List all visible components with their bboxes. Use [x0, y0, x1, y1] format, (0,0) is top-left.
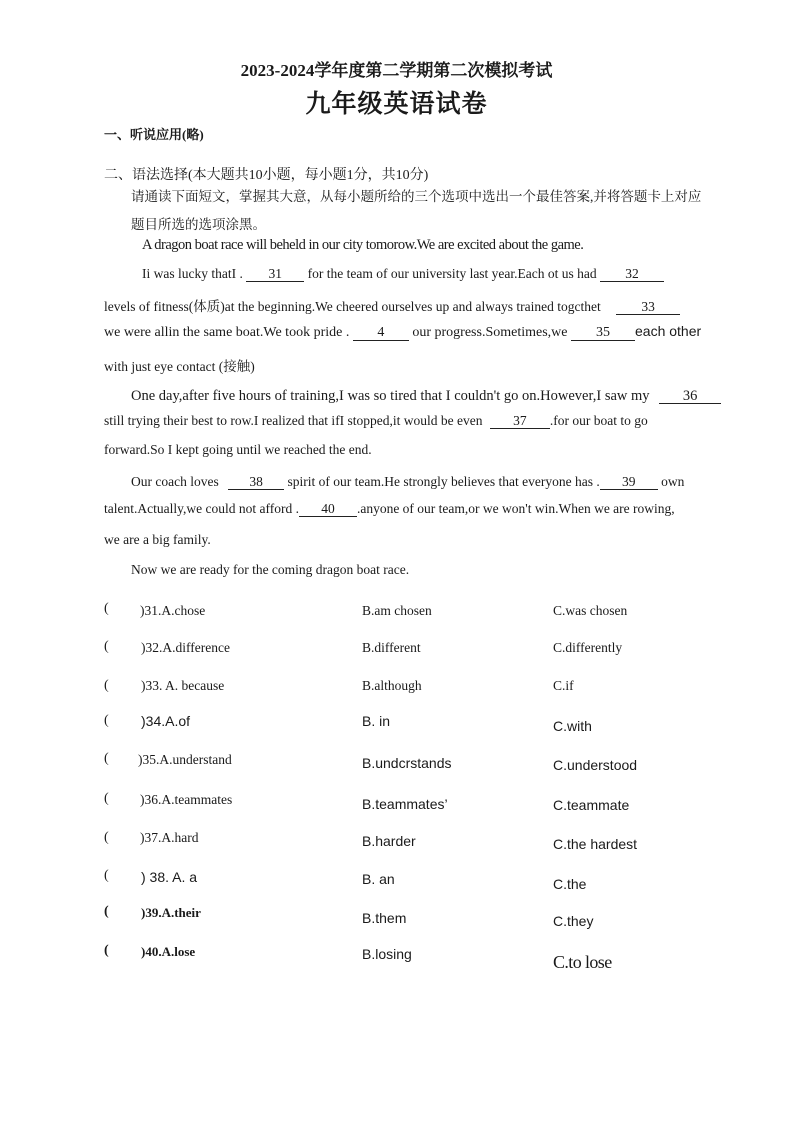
option-c: C.the hardest [553, 836, 638, 852]
passage-line-11: we are a big family. [104, 532, 211, 547]
passage-text: talent.Actually,we could not afford . [104, 501, 299, 516]
option-c: C.understood [553, 757, 638, 773]
answer-paren[interactable]: ( [104, 791, 109, 806]
exam-subtitle: 九年级英语试卷 [305, 91, 488, 118]
option-b: B. an [362, 871, 395, 887]
option-b: B.undcrstands [362, 755, 452, 771]
option-a: )40.A.lose [141, 944, 196, 959]
blank-37: 37 [490, 414, 550, 429]
option-c: C.differently [553, 640, 623, 655]
passage-text: own [661, 474, 685, 489]
blank-34: 4 [353, 326, 409, 341]
answer-paren[interactable]: ( [104, 868, 109, 883]
passage-text: we were allin the same boat.We took pride . [104, 325, 350, 340]
passage-line-6 [131, 388, 721, 405]
passage-text: .for our boat to go [549, 413, 648, 428]
passage-text: for the team of our university last year.Each ot us had [307, 266, 597, 281]
option-a: )31.A.chose [140, 603, 206, 618]
passage-line-3 [104, 295, 680, 315]
blank-36: 36 [659, 389, 721, 404]
option-b: B.teammates’ [362, 796, 448, 812]
option-a: )36.A.teammates [140, 792, 233, 807]
passage-line-1: A dragon boat race will beheld in our city tomorow.We are excited about the game. [142, 237, 584, 253]
blank-40: 40 [299, 502, 357, 517]
passage-text: One day,after five hours of training,I was so tired that I couldn't go on.However,I saw my [131, 388, 650, 404]
option-a: )33. A. because [141, 678, 225, 693]
option-b: B.them [362, 910, 407, 926]
instruction-line-2: 题目所选的选项涂黑。 [131, 217, 266, 232]
option-c: C.teammate [553, 797, 630, 813]
passage-text: levels of fitness(体质)at the beginning.We cheered ourselves up and always trained togcthet [104, 299, 601, 314]
option-c: C.to lose [553, 952, 612, 972]
blank-33: 33 [616, 300, 680, 315]
option-b: B. in [362, 713, 391, 729]
option-b: B.am chosen [362, 603, 432, 618]
answer-paren[interactable]: ( [104, 943, 109, 958]
section-2-heading: 二、语法选择(本大题共10小题，每小题1分，共10分) [104, 168, 429, 183]
answer-paren[interactable]: ( [104, 904, 109, 919]
option-a: )34.A.of [141, 713, 191, 729]
passage-line-7 [104, 413, 648, 429]
passage-line-9 [131, 474, 684, 490]
option-a: )39.A.their [141, 905, 201, 920]
option-a: ) 38. A. a [141, 869, 198, 885]
answer-paren[interactable]: ( [104, 713, 109, 728]
passage-text: each other [635, 323, 702, 339]
option-b: B.harder [362, 833, 416, 849]
passage-line-2 [142, 266, 664, 282]
passage-text: still trying their best to row.I realized that ifI stopped,it would be even [104, 413, 483, 428]
passage-text: our progress.Sometimes,we [412, 325, 568, 340]
answer-paren[interactable]: ( [104, 678, 109, 693]
option-b: B.different [362, 640, 421, 655]
passage-text: Ii was lucky thatI . [142, 266, 243, 281]
blank-39: 39 [600, 475, 658, 490]
exam-title: 2023-2024学年度第二学期第二次模拟考试 [240, 61, 553, 80]
answer-paren[interactable]: ( [104, 639, 109, 654]
passage-line-10 [104, 501, 675, 517]
option-c: C.if [553, 678, 574, 693]
option-a: )32.A.difference [141, 640, 230, 655]
blank-31: 31 [246, 267, 304, 282]
answer-paren[interactable]: ( [104, 830, 109, 845]
passage-line-5: with just eye contact (接触) [104, 359, 255, 374]
passage-text: .anyone of our team,or we won't win.When we are rowing, [356, 501, 675, 516]
option-b: B.although [362, 678, 422, 693]
option-c: C.the [553, 876, 587, 892]
passage-text: Our coach loves [131, 474, 219, 489]
answer-paren[interactable]: ( [104, 601, 109, 616]
option-a: )37.A.hard [140, 830, 199, 845]
option-c: C.with [553, 718, 592, 734]
blank-32: 32 [600, 267, 664, 282]
passage-text: spirit of our team.He strongly believes that everyone has . [287, 474, 600, 489]
passage-line-4 [104, 323, 701, 341]
section-1-heading: 一、听说应用(略) [104, 127, 204, 142]
option-b: B.losing [362, 946, 412, 962]
instruction-line-1: 请通读下面短文，掌握其大意，从每小题所给的三个选项中选出一个最佳答案,并将答题卡上对应 [131, 189, 702, 204]
option-c: C.was chosen [553, 603, 628, 618]
option-a: )35.A.understand [138, 752, 232, 767]
blank-38: 38 [228, 475, 284, 490]
blank-35: 35 [571, 326, 635, 341]
passage-line-12: Now we are ready for the coming dragon boat race. [131, 562, 410, 577]
answer-paren[interactable]: ( [104, 751, 109, 766]
option-c: C.they [553, 913, 594, 929]
passage-line-8: forward.So I kept going until we reached the end. [104, 442, 372, 457]
